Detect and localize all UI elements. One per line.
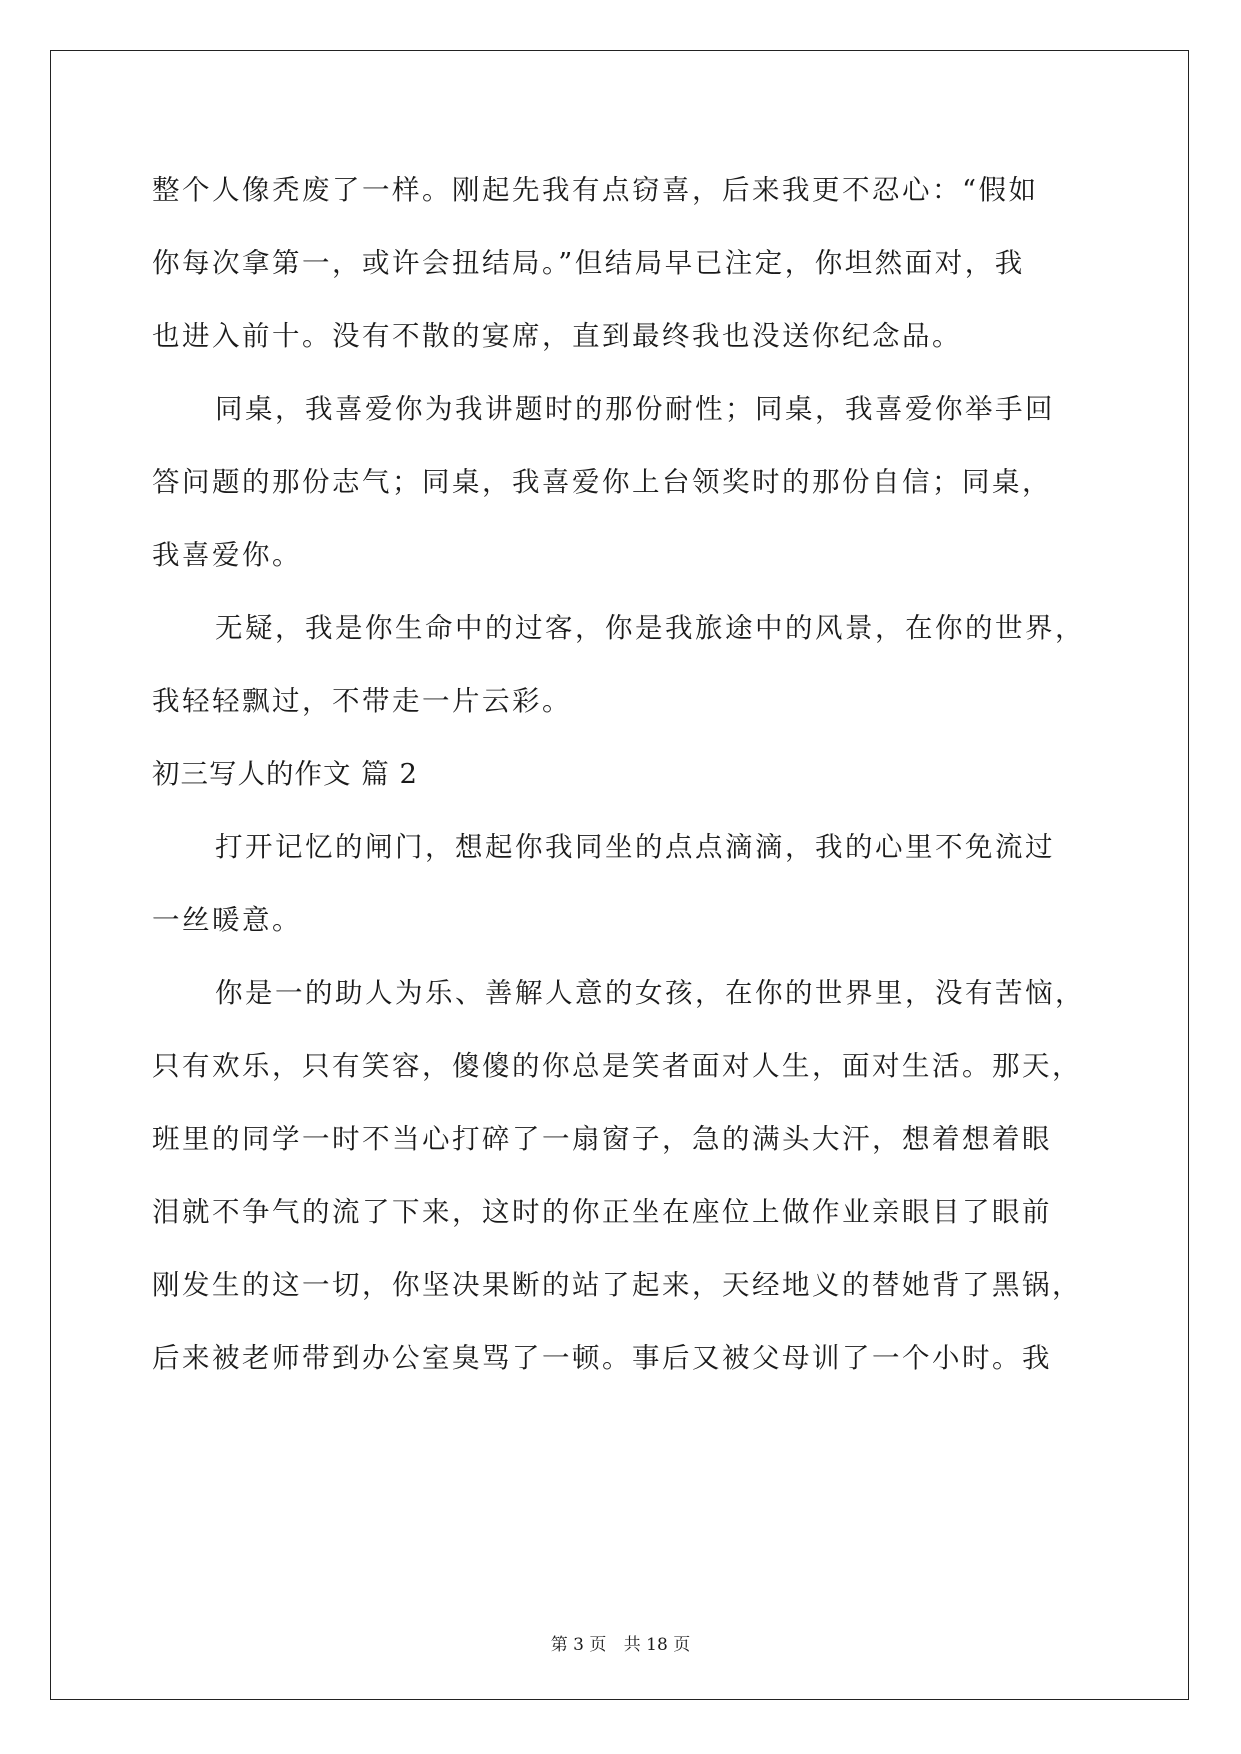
text-line: 我喜爱你。 <box>152 539 302 571</box>
section-heading: 初三写人的作文 篇 2 <box>152 758 418 790</box>
page-border <box>50 50 1189 1700</box>
paragraph-start: 无疑，我是你生命中的过客，你是我旅途中的风景，在你的世界， <box>215 612 1085 644</box>
text-line: 也进入前十。没有不散的宴席，直到最终我也没送你纪念品。 <box>152 320 962 352</box>
text-line: 刚发生的这一切，你坚决果断的站了起来，天经地义的替她背了黑锅， <box>152 1269 1082 1301</box>
text-line: 我轻轻飘过，不带走一片云彩。 <box>152 685 572 717</box>
page-total: 共 18 页 <box>623 1635 691 1655</box>
page-number: 第 3 页 <box>550 1635 607 1655</box>
text-line: 后来被老师带到办公室臭骂了一顿。事后又被父母训了一个小时。我 <box>152 1342 1052 1374</box>
paragraph-start: 你是一的助人为乐、善解人意的女孩，在你的世界里，没有苦恼， <box>215 977 1085 1009</box>
paragraph-start: 打开记忆的闸门，想起你我同坐的点点滴滴，我的心里不免流过 <box>215 831 1055 863</box>
page-footer <box>0 1630 1241 1655</box>
text-line: 答问题的那份志气；同桌，我喜爱你上台领奖时的那份自信；同桌， <box>152 466 1052 498</box>
text-line: 一丝暖意。 <box>152 904 302 936</box>
text-line: 整个人像秃废了一样。刚起先我有点窃喜，后来我更不忍心：“假如 <box>152 174 1039 206</box>
text-line: 只有欢乐，只有笑容，傻傻的你总是笑者面对人生，面对生活。那天， <box>152 1050 1082 1082</box>
text-line: 泪就不争气的流了下来，这时的你正坐在座位上做作业亲眼目了眼前 <box>152 1196 1052 1228</box>
paragraph-start: 同桌，我喜爱你为我讲题时的那份耐性；同桌，我喜爱你举手回 <box>215 393 1055 425</box>
text-line: 班里的同学一时不当心打碎了一扇窗子，急的满头大汗，想着想着眼 <box>152 1123 1052 1155</box>
text-line: 你每次拿第一，或许会扭结局。”但结局早已注定，你坦然面对，我 <box>152 247 1025 279</box>
